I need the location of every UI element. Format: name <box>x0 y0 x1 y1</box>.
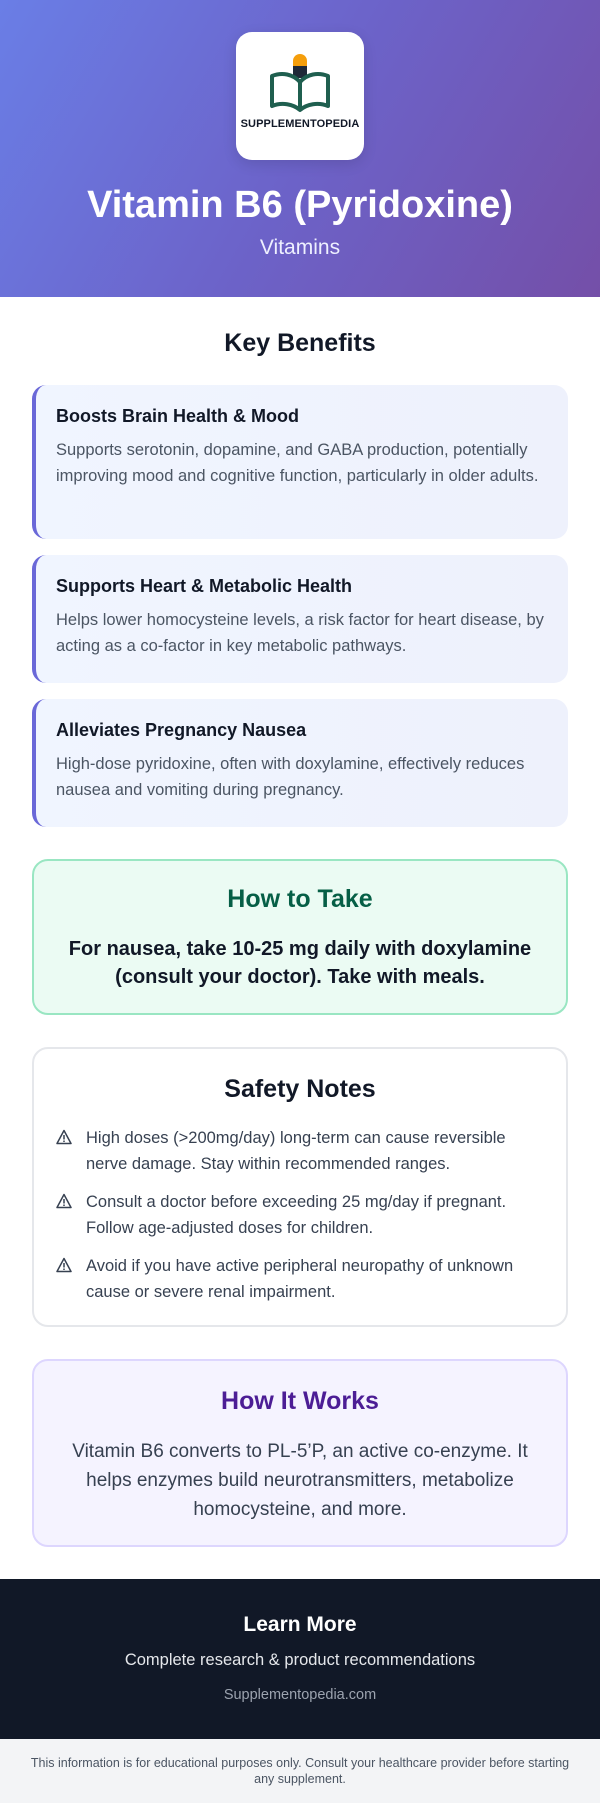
how-to-take-card <box>32 859 568 1015</box>
safety-note-text: Avoid if you have active peripheral neuropathy of unknown cause or severe renal impairment. <box>86 1257 514 1301</box>
disclaimer: This information is for educational purposes only. Consult your healthcare provider before starting any supplement. <box>0 1739 600 1803</box>
safety-note <box>56 1189 546 1241</box>
safety-note <box>56 1125 546 1177</box>
site-link[interactable]: Supplementopedia.com <box>223 1687 377 1703</box>
how-it-works-text: Vitamin B6 converts to PL-5’P, an active co-enzyme. It helps enzymes build neurotransmitters, metabolize homocysteine, and more. <box>72 1441 528 1520</box>
brand-logo[interactable] <box>236 32 364 160</box>
safety-notes-card <box>32 1047 568 1327</box>
safety-note-text: High doses (>200mg/day) long-term can cause reversible nerve damage. Stay within recommended ranges. <box>86 1129 506 1173</box>
safety-heading: Safety Notes <box>224 1075 376 1103</box>
how-it-works-heading: How It Works <box>221 1387 379 1415</box>
benefit-text: Supports serotonin, dopamine, and GABA production, potentially improving mood and cognitive function, particularly in older adults. <box>56 441 539 485</box>
learn-more-footer <box>0 1579 600 1739</box>
learn-more-heading: Learn More <box>243 1613 357 1636</box>
brand-name: SUPPLEMENTOPEDIA <box>240 118 360 130</box>
how-to-take-heading: How to Take <box>227 885 373 913</box>
benefit-card <box>32 555 568 683</box>
benefits-heading: Key Benefits <box>224 329 376 357</box>
how-it-works-card <box>32 1359 568 1547</box>
safety-note-text: Consult a doctor before exceeding 25 mg/day if pregnant. Follow age-adjusted doses for children. <box>86 1193 507 1237</box>
how-to-take-text: For nausea, take 10-25 mg daily with doxylamine (consult your doctor). Take with meals. <box>68 938 532 988</box>
warning-icon <box>56 1129 72 1145</box>
warning-icon <box>56 1257 72 1273</box>
benefit-title: Alleviates Pregnancy Nausea <box>56 720 307 740</box>
category-label: Vitamins <box>259 236 341 259</box>
safety-note <box>56 1253 546 1305</box>
benefit-text: Helps lower homocysteine levels, a risk factor for heart disease, by acting as a co-factor in key metabolic pathways. <box>56 611 544 655</box>
page-title: Vitamin B6 (Pyridoxine) <box>87 184 513 226</box>
benefit-text: High-dose pyridoxine, often with doxylamine, effectively reduces nausea and vomiting during pregnancy. <box>56 755 525 799</box>
hero-header <box>0 0 600 297</box>
benefit-card <box>32 385 568 539</box>
benefit-title: Boosts Brain Health & Mood <box>56 406 300 426</box>
capsule-book-icon <box>266 54 334 118</box>
benefit-title: Supports Heart & Metabolic Health <box>56 576 353 596</box>
benefit-card <box>32 699 568 827</box>
learn-more-subtitle: Complete research & product recommendations <box>124 1651 476 1669</box>
warning-icon <box>56 1193 72 1209</box>
